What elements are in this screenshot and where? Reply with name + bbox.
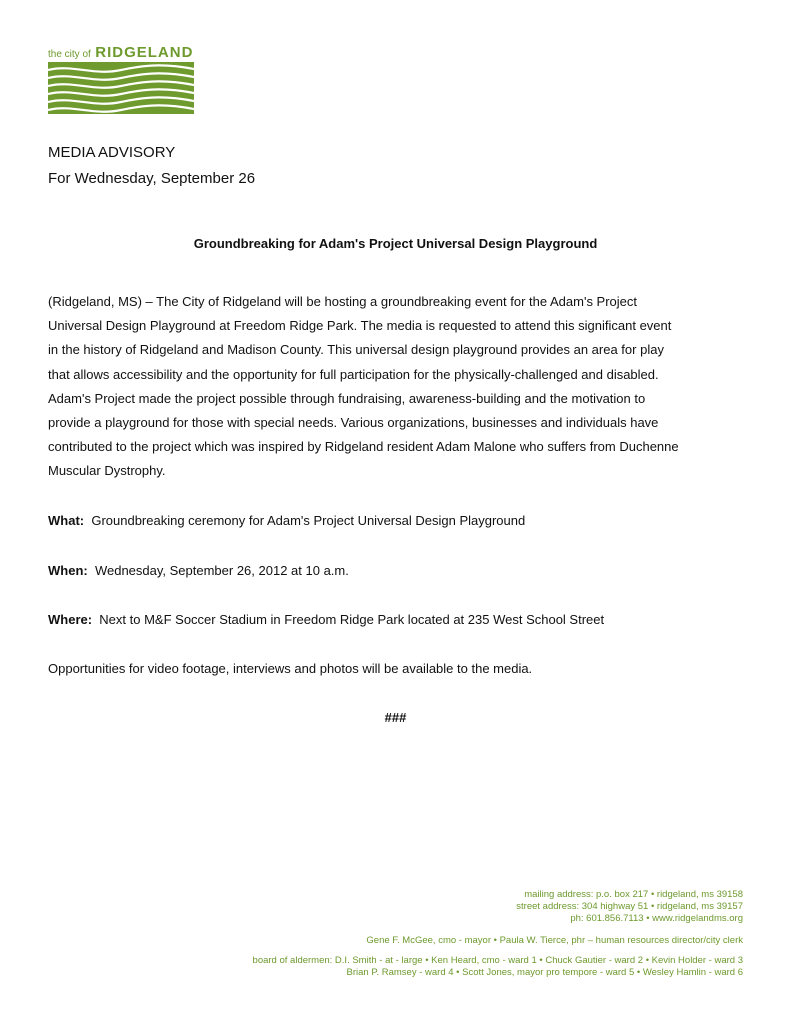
where-value: Next to M&F Soccer Stadium in Freedom Ridge Park located at 235 West School Street [99, 612, 605, 627]
when-value: Wednesday, September 26, 2012 at 10 a.m. [94, 563, 349, 578]
logo-wordmark [48, 44, 196, 60]
logo-small-text: the city of [48, 49, 91, 60]
what-value: Groundbreaking ceremony for Adam's Project Universal Design Playground [91, 513, 526, 528]
footer-phone: ph: 601.856.7113 • www.ridgelandms.org [570, 913, 743, 924]
headline: Groundbreaking for Adam's Project Universal Design Playground [193, 236, 598, 251]
closing-line: Opportunities for video footage, interviews and photos will be available to the media. [48, 661, 533, 676]
body-line: contributed to the project which was inspired by Ridgeland resident Adam Malone who suffers from Duchenne [48, 439, 679, 455]
footer-street: street address: 304 highway 51 • ridgeland, ms 39157 [516, 901, 743, 912]
body-line: Adam's Project made the project possible through fundraising, awareness-building and the motivation to [48, 390, 646, 406]
body-line: in the history of Ridgeland and Madison County. This universal design playground provides an area for play [48, 342, 664, 358]
logo-big-text: RIDGELAND [95, 44, 194, 61]
footer-officials-line: Gene F. McGee, cmo - mayor • Paula W. Tierce, phr – human resources director/city clerk [366, 935, 743, 946]
when-label: When: [48, 563, 88, 578]
logo-waves-graphic [48, 62, 194, 114]
body-line: Universal Design Playground at Freedom Ridge Park. The media is requested to attend this significant event [48, 318, 672, 334]
where-label: Where: [48, 612, 93, 627]
footer-aldermen [43, 955, 743, 979]
body-paragraph [48, 290, 748, 484]
advisory-header [48, 140, 255, 192]
body-line: (Ridgeland, MS) – The City of Ridgeland will be hosting a groundbreaking event for the Adam's Project [48, 294, 638, 309]
city-logo [48, 44, 196, 114]
footer-officials [123, 935, 743, 947]
body-line: provide a playground for those with special needs. Various organizations, businesses and individuals have [48, 415, 659, 431]
when-field [48, 563, 349, 578]
where-field [48, 612, 604, 627]
footer-aldermen-line: board of aldermen: D.I. Smith - at - large • Ken Heard, cmo - ward 1 • Chuck Gautier - ward 2 • Kevin Holder - ward 3 [252, 955, 743, 966]
footer-mailing: mailing address: p.o. box 217 • ridgeland, ms 39158 [524, 889, 743, 900]
what-label: What: [48, 513, 85, 528]
end-mark: ### [384, 710, 407, 725]
advisory-date: For Wednesday, September 26 [48, 170, 256, 187]
footer-aldermen-line: Brian P. Ramsey - ward 4 • Scott Jones, mayor pro tempore - ward 5 • Wesley Hamlin - ward 6 [346, 967, 743, 978]
body-line: Muscular Dystrophy. [48, 463, 166, 479]
advisory-label: MEDIA ADVISORY [48, 144, 176, 161]
what-field [48, 513, 525, 528]
footer-addresses [123, 889, 743, 925]
body-line: that allows accessibility and the opportunity for full participation for the physically-challenged and disabled. [48, 366, 659, 382]
